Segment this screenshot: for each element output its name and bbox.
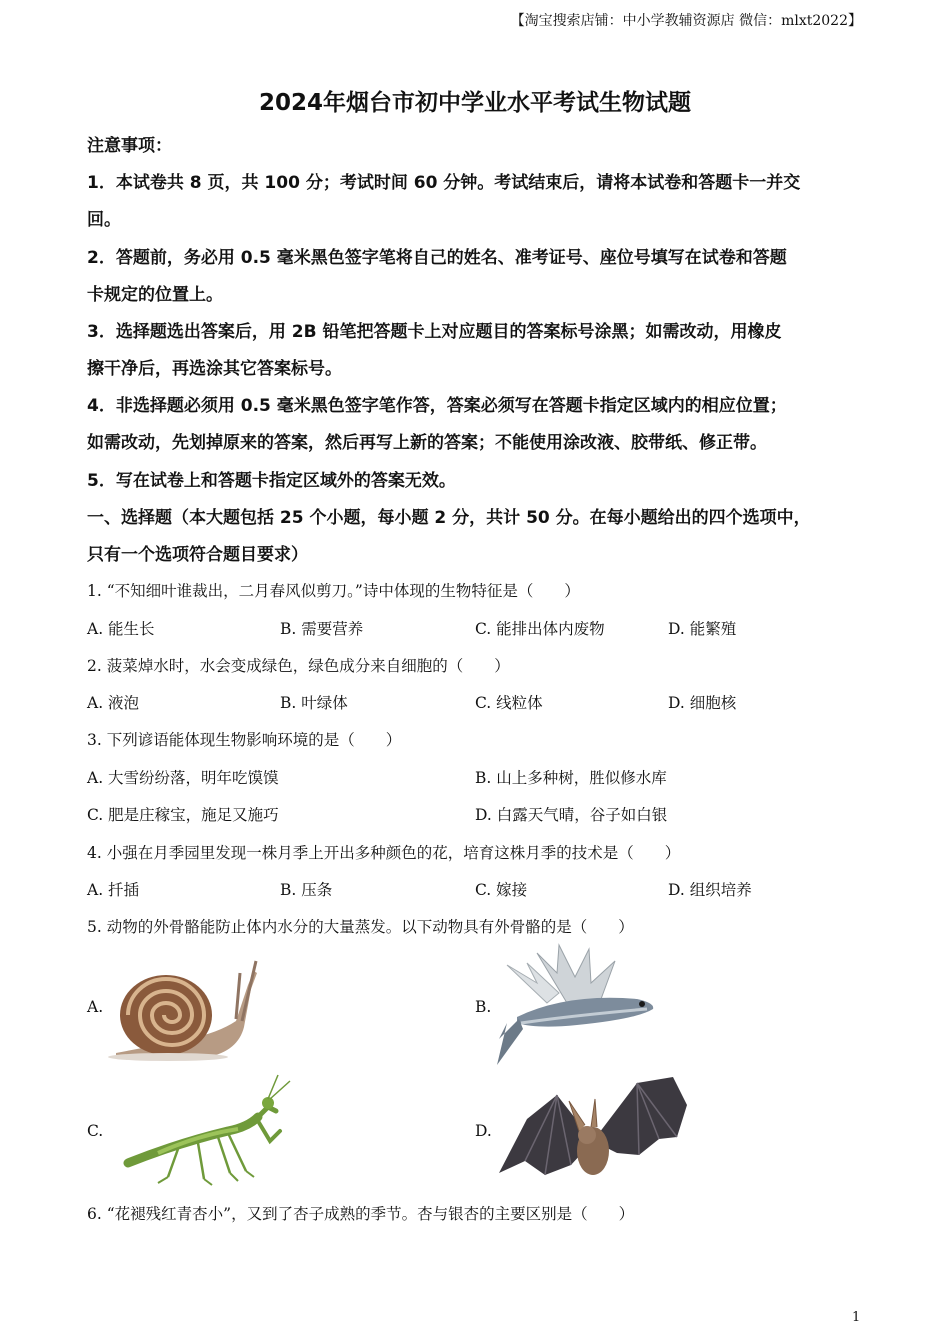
option-d: D. 组织培养 — [668, 881, 752, 899]
option-b: B. 需要营养 — [280, 620, 364, 638]
notice-line: 如需改动，先划掉原来的答案，然后再写上新的答案；不能使用涂改液、胶带纸、修正带。 — [87, 433, 767, 453]
header-watermark: 【淘宝搜索店铺：中小学教辅资源店 微信：mlxt2022】 — [510, 13, 862, 29]
option-d: D. — [475, 1122, 492, 1140]
option-a: A. 能生长 — [87, 620, 155, 638]
question-stem: 5. 动物的外骨骼能防止体内水分的大量蒸发。以下动物具有外骨骼的是（ ） — [87, 918, 634, 936]
option-a: A. 扦插 — [87, 881, 140, 899]
snail-image — [108, 955, 258, 1063]
notice-line: 卡规定的位置上。 — [87, 285, 223, 305]
notice-line: 擦干净后，再选涂其它答案标号。 — [87, 359, 342, 379]
option-b: B. 叶绿体 — [280, 694, 348, 712]
option-a: A. 液泡 — [87, 694, 140, 712]
notice-line: 4．非选择题必须用 0.5 毫米黑色签字笔作答，答案必须写在答题卡指定区域内的相应位置； — [87, 396, 787, 416]
notice-heading: 注意事项： — [87, 136, 172, 156]
option-a: A. — [87, 998, 104, 1016]
option-c: C. — [87, 1122, 104, 1140]
option-d: D. 细胞核 — [668, 694, 737, 712]
notice-line: 1．本试卷共 8 页，共 100 分；考试时间 60 分钟。考试结束后，请将本试卷和答题卡一并交 — [87, 173, 801, 193]
notice-line: 回。 — [87, 210, 121, 230]
notice-line: 2．答题前，务必用 0.5 毫米黑色签字笔将自己的姓名、准考证号、座位号填写在试卷和答题 — [87, 248, 787, 268]
question-stem: 2. 菠菜焯水时，水会变成绿色，绿色成分来自细胞的（ ） — [87, 657, 510, 675]
option-d: D. 能繁殖 — [668, 620, 737, 638]
mantis-image — [118, 1073, 296, 1188]
question-stem: 4. 小强在月季园里发现一株月季上开出多种颜色的花，培育这株月季的技术是（ ） — [87, 844, 681, 862]
option-c: C. 线粒体 — [475, 694, 543, 712]
option-b: B. 山上多种树，胜似修水库 — [475, 769, 667, 787]
question-stem: 6. “花褪残红青杏小”，又到了杏子成熟的季节。杏与银杏的主要区别是（ ） — [87, 1205, 635, 1223]
option-c: C. 嫁接 — [475, 881, 528, 899]
option-d: D. 白露天气晴，谷子如白银 — [475, 806, 668, 824]
option-a: A. 大雪纷纷落，明年吃馍馍 — [87, 769, 279, 787]
bat-image — [497, 1075, 689, 1190]
notice-line: 3．选择题选出答案后，用 2B 铅笔把答题卡上对应题目的答案标号涂黑；如需改动，用橡皮 — [87, 322, 782, 342]
option-b: B. — [475, 998, 492, 1016]
question-stem: 3. 下列谚语能体现生物影响环境的是（ ） — [87, 731, 402, 749]
page-number: 1 — [852, 1310, 861, 1325]
question-stem: 1. “不知细叶谁裁出，二月春风似剪刀。”诗中体现的生物特征是（ ） — [87, 582, 580, 600]
section-heading: 一、选择题（本大题包括 25 个小题，每小题 2 分，共计 50 分。在每小题给出的四个选项中， — [87, 508, 811, 528]
flying-fish-image — [497, 943, 659, 1071]
option-c: C. 肥是庄稼宝，施足又施巧 — [87, 806, 279, 824]
notice-line: 5．写在试卷上和答题卡指定区域外的答案无效。 — [87, 471, 456, 491]
option-c: C. 能排出体内废物 — [475, 620, 605, 638]
section-heading: 只有一个选项符合题目要求） — [87, 545, 308, 565]
option-b: B. 压条 — [280, 881, 333, 899]
page-title: 2024年烟台市初中学业水平考试生物试题 — [258, 90, 691, 116]
